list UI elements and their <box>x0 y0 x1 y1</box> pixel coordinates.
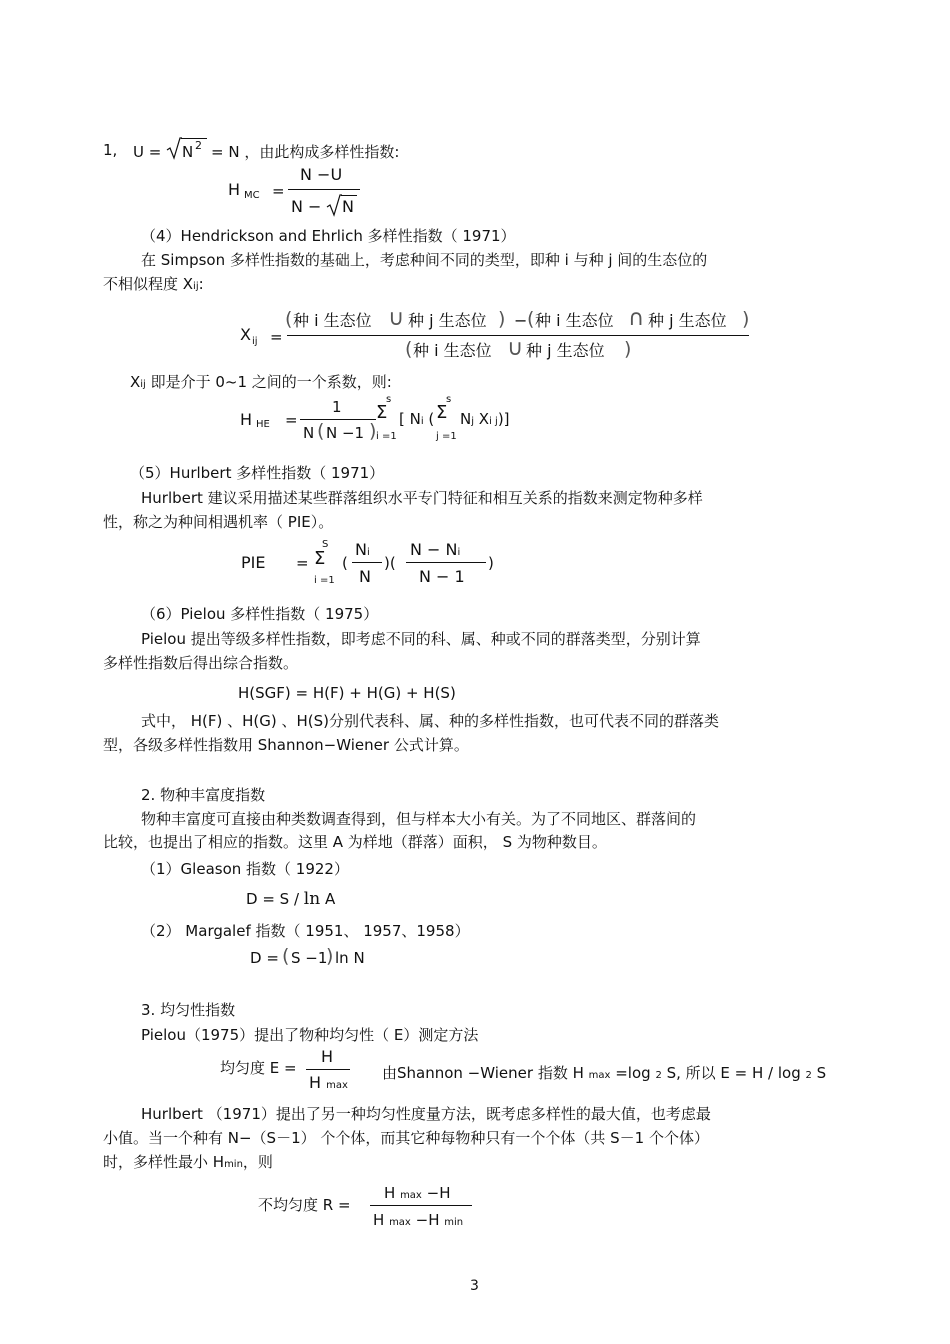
paren-close: ) <box>326 945 334 967</box>
intersection-icon: ∩ <box>628 306 645 331</box>
evenness-para-line2: Hurlbert （1971）提出了另一种均匀性度量方法，既考虑多样性的最大值，也考虑最 <box>141 1105 711 1123</box>
sec4-heading: （4）Hendrickson and Ehrlich 多样性指数（ 1971） <box>141 227 516 245</box>
paren-close: ) <box>488 554 494 572</box>
sec5-para-line2: 性，称之为种间相遇机率（ PIE）。 <box>103 513 334 531</box>
margalef-ln-n: ln N <box>335 949 365 967</box>
hmc-equals: = <box>272 182 285 200</box>
sec6-para-line3: 式中， H(F) 、H(G) 、H(S)分别代表科、属、种的多样性指数，也可代表不同的群落类 <box>141 712 720 730</box>
niche-j-2: 种 j 生态位 <box>648 311 727 330</box>
pie-symbol: PIE <box>241 553 266 572</box>
sigma-icon: Σ <box>314 548 326 569</box>
paren-close: ) <box>742 308 750 330</box>
hmc-subscript: MC <box>244 190 260 201</box>
pie-f1-num: Ni <box>355 540 370 559</box>
u-lhs: U = <box>133 143 162 161</box>
item-number: 1, <box>103 141 118 159</box>
evenness-label: 均匀度 E = <box>220 1059 297 1077</box>
unevenness-numerator: H max −H <box>384 1184 451 1202</box>
sigma-icon: Σ <box>436 402 448 423</box>
pie-f2-den: N − 1 <box>419 567 465 586</box>
sec6-para-line4: 型，各级多样性指数用 Shannon−Wiener 公式计算。 <box>103 736 469 754</box>
paren-open: ( <box>317 420 325 442</box>
hmc-den-radicand: N <box>342 197 354 216</box>
pie-f1-den: N <box>359 567 371 586</box>
evenness-denominator: H max <box>309 1073 348 1092</box>
page-number: 3 <box>470 1278 479 1294</box>
niche-i-2: 种 i 生态位 <box>535 311 614 330</box>
minus-sign: − <box>514 311 528 330</box>
evenness-para-line4: 时，多样性最小 Hmin，则 <box>103 1153 273 1171</box>
margalef-lhs: D = <box>250 949 279 967</box>
hhe-body-ni: [ Ni ( <box>399 410 435 428</box>
evenness-note: 由Shannon −Wiener 指数 H max =log 2 S, 所以 E = H / log 2 S <box>382 1064 827 1082</box>
sum-upper-s-inner: s <box>446 394 452 405</box>
xij-subscript: ij <box>252 336 258 347</box>
sum-upper-s: s <box>386 394 392 405</box>
richness-heading: 2. 物种丰富度指数 <box>141 786 266 804</box>
niche-i-1: 种 i 生态位 <box>293 311 372 330</box>
margalef-s-minus-1: S −1 <box>291 949 328 967</box>
paren-open: ( <box>285 308 293 330</box>
pie-sum-lower: i =1 <box>314 575 335 586</box>
niche-j-1: 种 j 生态位 <box>408 311 487 330</box>
sum-lower-i: i =1 <box>376 431 397 442</box>
paren-close: ) <box>498 308 506 330</box>
evenness-heading: 3. 均匀性指数 <box>141 1001 236 1019</box>
hhe-symbol: H <box>240 410 253 429</box>
sqrt-icon <box>326 193 342 217</box>
pie-equals: = <box>296 554 309 572</box>
pie-sum-upper: S <box>322 539 329 550</box>
richness-para-line2: 比较，也提出了相应的指数。这里 A 为样地（群落）面积， S 为物种数目。 <box>103 833 607 851</box>
sec6-para-line2: 多样性指数后得出综合指数。 <box>103 654 299 672</box>
hhe-equals: = <box>285 411 298 429</box>
union-icon: ∪ <box>388 306 405 331</box>
sum-lower-j: j =1 <box>436 431 457 442</box>
radicand: N <box>182 143 194 161</box>
paren-open: ( <box>282 945 290 967</box>
paren-open: ( <box>342 554 348 572</box>
evenness-para-line3: 小值。当一个种有 N−（S－1） 个个体，而其它种每物种只有一个个体（共 S－1 个个体） <box>103 1129 709 1147</box>
gleason-formula: D = S / ln A <box>246 889 336 909</box>
gleason-heading: （1）Gleason 指数（ 1922） <box>141 860 349 878</box>
hhe-numerator: 1 <box>332 398 342 416</box>
niche-i-den: 种 i 生态位 <box>413 341 492 360</box>
u-rhs-text: = N ，由此构成多样性指数: <box>211 143 400 161</box>
unevenness-label: 不均匀度 R = <box>258 1196 351 1214</box>
hmc-denominator: N − <box>291 197 322 216</box>
sec4-para-line2: 不相似程度 Xij: <box>103 275 204 293</box>
unevenness-denominator: H max −H min <box>373 1211 464 1229</box>
margalef-heading: （2） Margalef 指数（ 1951、 1957、1958） <box>141 922 470 940</box>
sec5-para-line1: Hurlbert 建议采用描述某些群落组织水平专门特征和相互关系的指数来测定物种多样 <box>141 489 703 507</box>
evenness-numerator: H <box>321 1047 334 1066</box>
paren-close: ) <box>624 338 632 360</box>
exponent: 2 <box>195 139 202 152</box>
xij-symbol: X <box>240 325 251 344</box>
sec4-after-text: Xij 即是介于 0~1 之间的一个系数，则: <box>130 373 392 391</box>
hhe-den-n: N <box>303 424 315 442</box>
hhe-den-nminus1: N −1 <box>326 424 365 442</box>
niche-j-den: 种 j 生态位 <box>526 341 605 360</box>
hmc-numerator: N −U <box>300 165 343 184</box>
sgf-formula: H(SGF) = H(F) + H(G) + H(S) <box>238 684 456 702</box>
sec5-heading: （5）Hurlbert 多样性指数（ 1971） <box>130 464 385 482</box>
sigma-icon: Σ <box>376 402 388 423</box>
evenness-para-line1: Pielou（1975）提出了物种均匀性（ E）测定方法 <box>141 1026 479 1044</box>
hhe-body-nj-xij: Nj Xi j)] <box>460 410 510 428</box>
xij-equals: = <box>270 328 283 346</box>
hhe-subscript: HE <box>256 419 270 430</box>
sec6-heading: （6）Pielou 多样性指数（ 1975） <box>141 605 379 623</box>
paren-open: ( <box>405 338 413 360</box>
richness-para-line1: 物种丰富度可直接由种类数调查得到，但与样本大小有关。为了不同地区、群落间的 <box>141 810 697 828</box>
paren-middle: )( <box>384 554 396 572</box>
sqrt-icon <box>166 136 182 160</box>
paren-close: ) <box>369 420 377 442</box>
union-icon: ∪ <box>507 336 524 361</box>
paren-open: ( <box>527 308 535 330</box>
sec6-para-line1: Pielou 提出等级多样性指数，即考虑不同的科、属、种或不同的群落类型，分别计算 <box>141 630 701 648</box>
hmc-symbol: H <box>228 180 241 199</box>
sec4-para-line1: 在 Simpson 多样性指数的基础上，考虑种间不同的类型，即种 i 与种 j 间的生态位的 <box>141 251 708 269</box>
pie-f2-num: N − Ni <box>410 540 461 559</box>
